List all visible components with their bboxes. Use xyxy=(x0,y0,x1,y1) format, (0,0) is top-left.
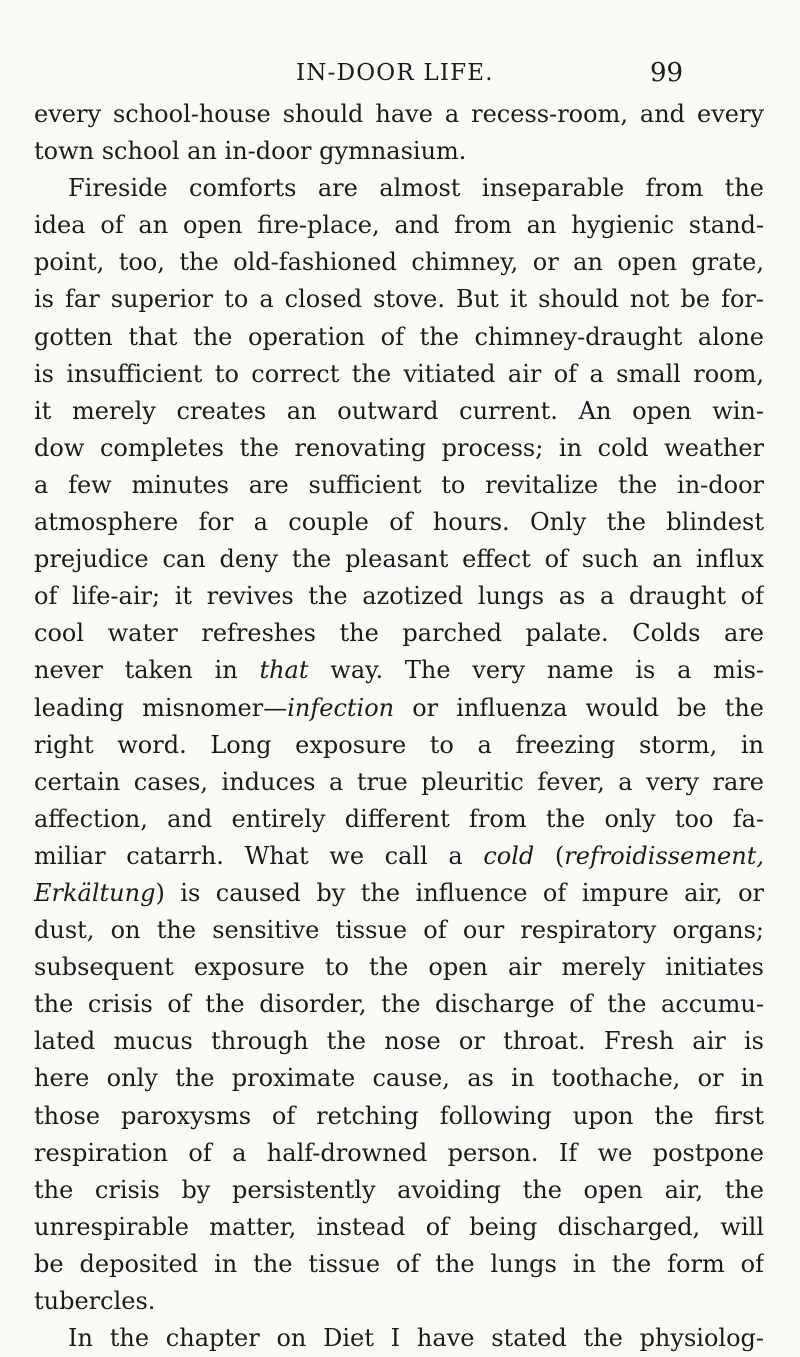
text-line: tubercles. xyxy=(34,1287,156,1315)
line-segment: ( xyxy=(534,841,565,870)
line-segment: miliar catarrh. What we call a xyxy=(34,841,484,870)
text-line-with-italic xyxy=(34,652,764,689)
text-line: atmosphere for a couple of hours. Only the blindest xyxy=(34,508,764,537)
text-line: subsequent exposure to the open air merely initiates xyxy=(34,953,764,982)
text-line: those paroxysms of retching following upon the first xyxy=(34,1101,764,1130)
text-line: affection, and entirely different from the only too fa- xyxy=(34,804,764,833)
italic-word: cold xyxy=(483,841,535,870)
line-segment: ) is caused by the influence of impure air, or xyxy=(155,878,764,907)
text-line: dust, on the sensitive tissue of our respiratory organs; xyxy=(34,916,764,945)
italic-word: refroidissement, xyxy=(564,841,764,870)
paragraph-start-line: Fireside comforts are almost inseparable from the xyxy=(68,174,764,203)
text-line: a few minutes are sufficient to revitalize the in-door xyxy=(34,470,764,499)
line-segment: leading misnomer— xyxy=(34,693,288,722)
text-line: dow completes the renovating process; in cold weather xyxy=(34,433,764,462)
text-line: here only the proximate cause, as in toothache, or in xyxy=(34,1064,764,1093)
text-line: right word. Long exposure to a freezing storm, in xyxy=(34,730,764,759)
text-line: gotten that the operation of the chimney-draught alone xyxy=(34,322,764,351)
italic-word: that xyxy=(259,656,309,685)
text-line: cool water refreshes the parched palate. Colds are xyxy=(34,619,764,648)
paragraph-start-line: In the chapter on Diet I have stated the physiolog- xyxy=(68,1324,764,1353)
page-number: 99 xyxy=(650,58,684,88)
running-head xyxy=(0,58,800,88)
text-line-with-italic xyxy=(34,838,764,875)
text-line: the crisis by persistently avoiding the open air, the xyxy=(34,1175,764,1204)
text-line: be deposited in the tissue of the lungs in the form of xyxy=(34,1249,764,1278)
text-line: certain cases, induces a true pleuritic fever, a very rare xyxy=(34,767,764,796)
text-line: unrespirable matter, instead of being discharged, will xyxy=(34,1212,764,1241)
line-segment: never taken in xyxy=(34,656,260,685)
text-line: every school-house should have a recess-room, and every xyxy=(34,100,764,128)
text-line: is far superior to a closed stove. But it should not be for- xyxy=(34,285,764,314)
body-text xyxy=(34,96,764,1357)
italic-word: infection xyxy=(287,693,395,722)
line-segment: or influenza would be the xyxy=(394,693,764,722)
text-line: idea of an open fire-place, and from an hygienic stand- xyxy=(34,211,764,240)
text-line: lated mucus through the nose or throat. Fresh air is xyxy=(34,1027,764,1056)
italic-word: Erkältung xyxy=(34,878,156,907)
text-line: the crisis of the disorder, the discharge of the accumu- xyxy=(34,990,764,1019)
text-line: town school an in-door gymnasium. xyxy=(34,137,467,166)
text-line: prejudice can deny the pleasant effect of such an influx xyxy=(34,545,764,574)
text-line: of life-air; it revives the azotized lungs as a draught of xyxy=(34,582,764,611)
line-segment: way. The very name is a mis- xyxy=(308,656,764,685)
text-line-with-italic xyxy=(34,875,764,912)
text-line: is insufficient to correct the vitiated air of a small room, xyxy=(34,359,764,388)
text-line: point, too, the old-fashioned chimney, or an open grate, xyxy=(34,248,764,277)
text-line-with-italic xyxy=(34,690,764,727)
text-line: respiration of a half-drowned person. If we postpone xyxy=(34,1138,764,1167)
running-title: IN-DOOR LIFE. xyxy=(296,60,494,86)
text-line: it merely creates an outward current. An open win- xyxy=(34,396,764,425)
